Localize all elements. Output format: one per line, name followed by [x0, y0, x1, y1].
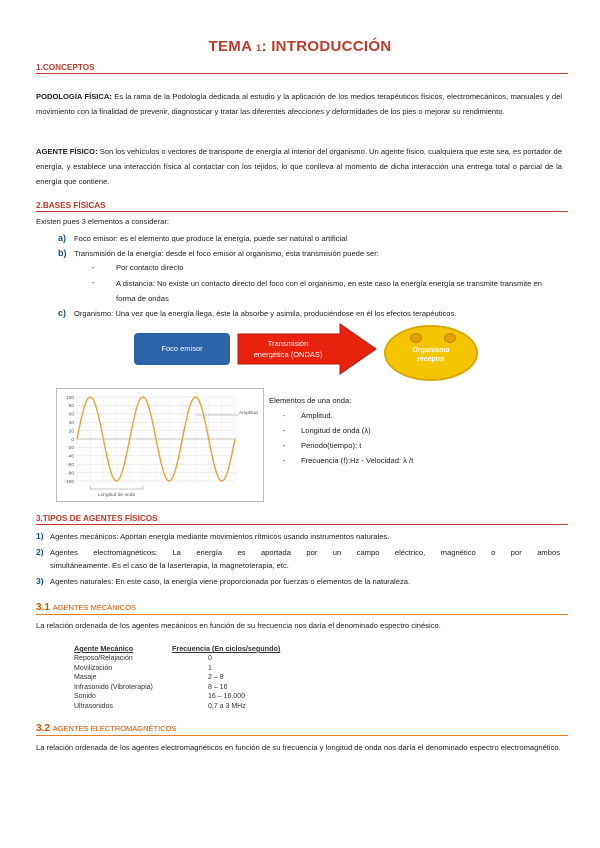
tipo-item-2-cont: simultáneamente. Es el caso de la laserterapia, la magnetoterapia, etc. — [50, 561, 289, 570]
frecuencia-cell: 8 – 16 — [208, 683, 228, 691]
organismo-eye-left — [410, 333, 422, 343]
wavelength-bracket — [90, 486, 143, 489]
organismo-line1: Organismo — [412, 347, 450, 354]
list-item-b1 — [92, 261, 184, 275]
subsection-number: 3.1 — [36, 602, 50, 613]
frecuencia-cell: 0 — [208, 655, 212, 662]
wave-elements-heading: Elementos de una onda: — [269, 396, 352, 405]
text-c: Organismo: Una vez que la energía llega, éste la absorbe y asimila, produciéndose en él los efectos terapéuticos. — [74, 309, 457, 318]
bases-intro: Existen pues 3 elementos a considerar: — [36, 217, 169, 226]
tipo-item-3 — [36, 574, 410, 589]
subsection-number: 3.2 — [36, 723, 50, 734]
term-podologia: PODOLOGÍA FÍSICA: — [36, 92, 112, 101]
arrow-label-line1: Transmisión — [267, 339, 309, 348]
list-item-b — [58, 246, 379, 261]
table-row — [74, 673, 286, 683]
list-item-b2 — [92, 276, 562, 306]
table-row — [74, 654, 286, 664]
wave-data-point — [129, 438, 130, 439]
wave-element-item: - Longitud de onda (λ) — [283, 426, 371, 435]
wave-element-text: Frecuencia (f):Hz - Velocidad: λ /t — [301, 456, 414, 465]
wave-data-point — [103, 438, 104, 439]
table-body — [74, 654, 286, 711]
subsection-heading-electromagneticos — [36, 723, 568, 736]
tipo-item-1 — [36, 529, 389, 544]
definition-agente: Son los vehículos o vectores de transporte de energía al interior del organismo. Un agente físico, cualquiera que este sea, es portador de energía, y establece una interacción física al contactar con los tejidos, lo que conlleva al momento de dicha interacción una entrega total o parcial de la energía que contiene. — [36, 147, 562, 186]
agente-cell: Masaje — [74, 674, 97, 681]
frecuencia-cell: 0,7 a 3 MHz — [208, 702, 246, 710]
tipo-num: 3) — [36, 576, 44, 586]
wave-data-point — [221, 480, 222, 481]
list-item-a — [58, 231, 347, 246]
wave-data-point — [169, 480, 170, 481]
y-tick-label: -40 — [67, 454, 74, 460]
marker-c: c) — [58, 308, 67, 318]
paragraph-podologia — [36, 89, 562, 119]
subsection-heading-mecanicos — [36, 602, 568, 615]
paragraph-agente — [36, 144, 562, 189]
tipo-text: Agentes naturales: En este caso, la energía viene proporcionada por fuerzas o elementos de la naturaleza. — [50, 577, 411, 586]
marker-a: a) — [58, 233, 67, 243]
table-row — [74, 664, 286, 674]
frecuencia-cell: 2 – 8 — [208, 674, 224, 681]
title-prefix: TEMA — [208, 38, 257, 55]
wave-data-point — [155, 438, 156, 439]
wave-element-item: - Periodo(tiempo): t — [283, 441, 362, 450]
wave-data-point — [234, 438, 235, 439]
text-a: Foco emisor: es el elemento que produce la energía, puede ser natural o artificial — [74, 234, 348, 243]
section-heading-bases: 2.BASES FÍSICAS — [36, 201, 568, 212]
table-header-agente: Agente Mecánico — [74, 644, 134, 653]
y-tick-label: -80 — [67, 471, 74, 477]
organismo-eye-right — [444, 333, 456, 343]
transmission-arrow — [236, 322, 378, 376]
title-number: 1 — [256, 43, 262, 53]
y-tick-label: -60 — [67, 463, 74, 468]
wave-data-point — [208, 438, 209, 439]
wave-element-item: - Amplitud. — [283, 411, 333, 420]
tipo-text: Agentes mecánicos: Aportan energía mediante movimientos rítmicos usando instrumentos naturales. — [50, 532, 390, 541]
subsection-label: AGENTES MECÁNICOS — [52, 603, 137, 612]
wave-element-text: Longitud de onda (λ) — [301, 426, 371, 435]
table-row — [74, 683, 286, 693]
tipo-item-2 — [36, 545, 560, 560]
electromagneticos-text: La relación ordenada de los agentes electromagnéticos en función de su frecuencia y longitud de onda nos daría el denominado espectro electromagnético. — [36, 743, 561, 752]
arrow-shape — [238, 324, 376, 374]
section-heading-tipos: 3.TIPOS DE AGENTES FÍSICOS — [36, 514, 568, 525]
y-tick-label: 100 — [65, 395, 74, 401]
wave-element-text: Periodo(tiempo): t — [301, 441, 362, 450]
text-b2: A distancia: No existe un contacto directo del foco con el organismo, en este caso la energía energía se transmite transmite en forma de ondas — [116, 279, 542, 303]
wave-elements-list — [269, 408, 413, 468]
dash-b1: - — [92, 263, 95, 272]
wave-chart-svg — [57, 389, 263, 501]
dash-b2: - — [92, 278, 95, 287]
wave-element-item: - Frecuencia (f):Hz - Velocidad: λ /t — [283, 456, 414, 465]
section-heading-conceptos: 1.CONCEPTOS — [36, 63, 568, 74]
wave-data-point — [76, 438, 77, 439]
y-tick-label: -100 — [64, 479, 74, 485]
y-tick-label: 20 — [68, 429, 74, 435]
y-tick-label: 60 — [68, 412, 74, 418]
organismo-line2: receptor — [416, 356, 445, 363]
table-row — [74, 692, 286, 702]
definition-podologia: Es la rama de la Podología dedicada al estudio y la aplicación de los medios terapéuticos físicos, electromecánicos, manuales y del movimiento con la finalidad de prevenir, diagnosticar y tratar las diferentes afecciones y deformidades de los pies o mejorar su rendimiento. — [36, 92, 563, 116]
wave-data-point — [116, 480, 117, 481]
arrow-label-line2: energética (ONDAS) — [253, 350, 323, 359]
list-item-c — [58, 306, 456, 321]
agente-cell: Sonido — [74, 693, 96, 700]
tipo-num: 2) — [36, 547, 44, 557]
organismo-label — [384, 346, 478, 364]
tipo-text: Agentes electromagnéticos: La energía es aportada por un campo eléctrico, magnético o por ambos — [50, 548, 560, 557]
agente-cell: Ultrasonidos — [74, 702, 113, 710]
y-tick-label: 0 — [71, 437, 74, 443]
wave-elements — [269, 393, 413, 468]
y-tick-label: 40 — [68, 421, 74, 426]
foco-emisor-box: Foco emisor — [134, 333, 230, 365]
marker-b: b) — [58, 248, 67, 258]
table-row — [74, 702, 286, 712]
agente-cell: Reposo/Relajación — [74, 655, 133, 662]
wave-data-point — [142, 396, 143, 397]
y-tick-label: -20 — [67, 446, 74, 452]
y-tick-label: 80 — [68, 404, 74, 410]
subsection-label: AGENTES ELECTROMAGNÉTICOS — [52, 724, 177, 733]
wave-data-point — [90, 396, 91, 397]
term-agente: AGENTE FÍSICO: — [36, 147, 98, 156]
amplitude-label: Amplitud — [239, 411, 258, 416]
frecuencia-cell: 16 – 16.000 — [208, 693, 245, 700]
page-title — [0, 38, 600, 55]
x-axis-label: Longitud de onda — [97, 493, 136, 498]
tipo-num: 1) — [36, 531, 44, 541]
agente-cell: Infrasonido (Vibroterapia) — [74, 683, 153, 691]
agente-cell: Movilización — [74, 664, 113, 672]
text-b1: Por contacto directo — [116, 263, 184, 272]
mecanicos-text: La relación ordenada de los agentes mecánicos en función de su frecuencia nos daría el denominado espectro cinésico. — [36, 621, 441, 630]
frecuencia-cell: 1 — [208, 664, 212, 672]
title-suffix: : INTRODUCCIÓN — [261, 38, 392, 55]
wave-data-point — [182, 438, 183, 439]
table-header-frecuencia: Frecuencia (En ciclos/segundo) — [172, 644, 281, 653]
wave-chart — [56, 388, 264, 502]
wave-data-point — [195, 396, 196, 397]
espectro-cinesico-table — [74, 644, 286, 711]
text-b: Transmisión de la energía: desde el foco emisor al organismo, esta transmisión puede ser: — [74, 249, 379, 258]
wave-element-text: Amplitud. — [301, 411, 333, 420]
